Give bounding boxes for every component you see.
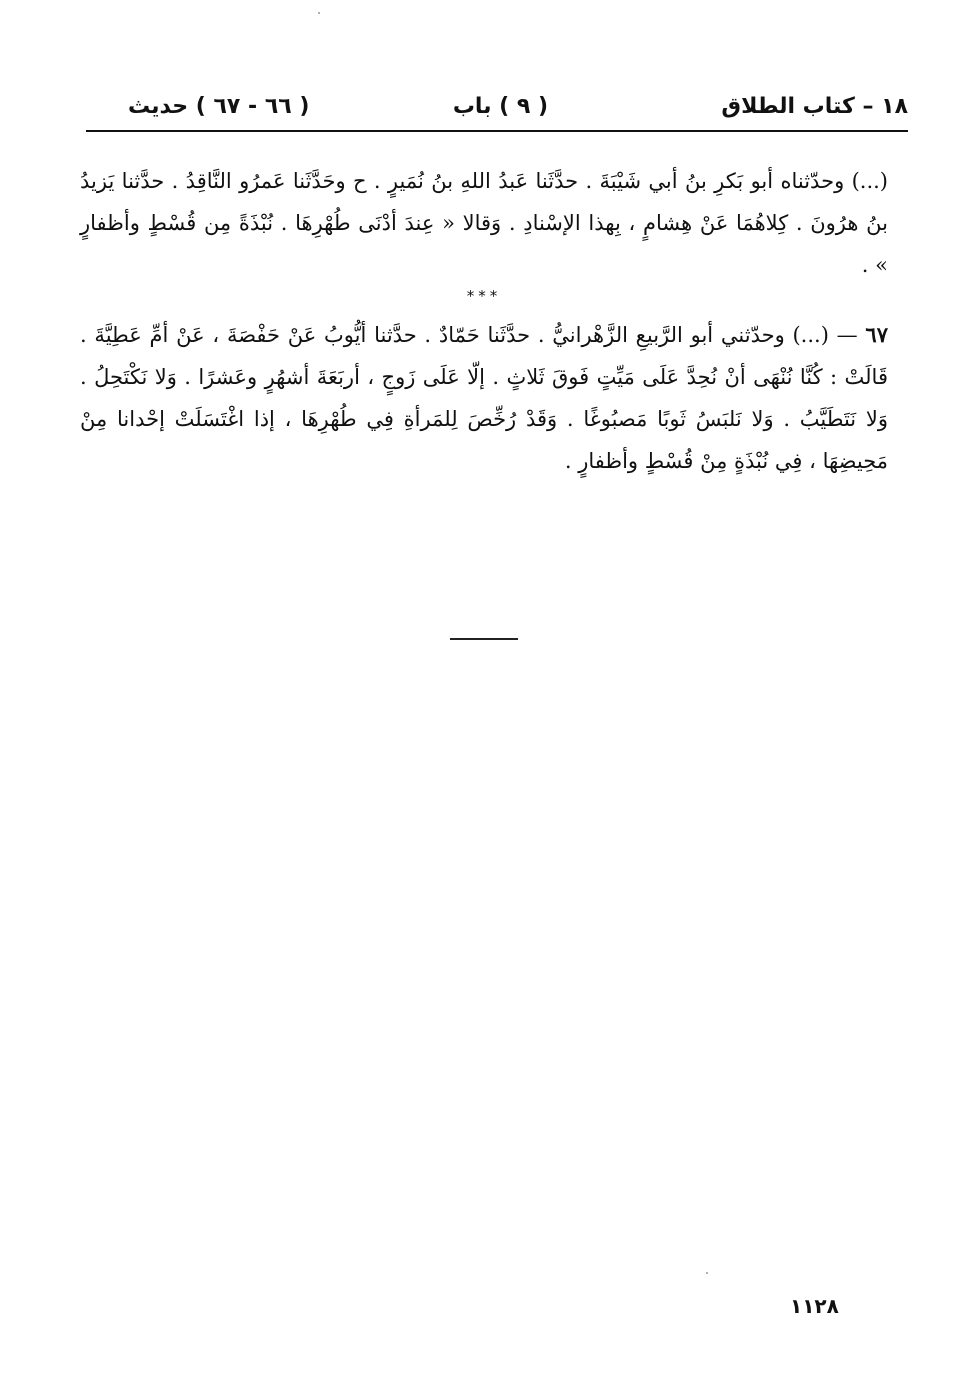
scan-speck <box>318 12 320 14</box>
paragraph-hadith-67 <box>80 314 888 482</box>
header-hadith-range: ( ٦٦ - ٦٧ ) حديث <box>128 94 310 119</box>
main-text <box>80 160 888 482</box>
hadith-number: ٦٧ <box>865 322 888 347</box>
header-chapter: ( ٩ ) باب <box>452 94 548 119</box>
page-number: ١١٢٨ <box>790 1294 839 1318</box>
hadith-67-text: — (...) وحدّثني أبو الرَّبيعِ الزَّهْرانيُّ . حدَّثَنا حَمّادٌ . حدَّثنا أيُّوبُ عَنْ حَفْصَةَ ، عَنْ أمِّ عَطِيَّةَ . قَالَتْ : كُنَّا نُنْهَى أنْ نُحِدَّ عَلَى مَيِّتٍ فَوقَ ثَلاثٍ . إلّا عَلَى زَوجٍ ، أربَعَةَ أشهُرٍ وعَشرًا . وَلا نَكْتَحِلُ . وَلا نَتَطَيَّبُ . وَلا نَلبَسُ ثَوبًا مَصبُوغًا . وَقَدْ رُخِّصَ لِلمَرأةِ فِي طُهْرِهَا ، إذا اغْتَسَلَتْ إحْدانا مِنْ مَحِيضِهَا ، فِي نُبْذَةٍ مِنْ قُسْطٍ وأظفارٍ . <box>80 323 888 473</box>
header-divider <box>86 130 908 132</box>
scan-speck <box>706 1272 708 1274</box>
paragraph-hadith-66-chain: (...) وحدّثناه أبو بَكرِ بنُ أبي شَيْبَةَ . حدَّثَنا عَبدُ اللهِ بنُ نُمَيرٍ . ح وحَدَّثَنا عَمرُو النَّاقِدُ . حدَّثنا يَزيدُ بنُ هرُونَ . كِلاهُمَا عَنْ هِشامٍ ، بِهذا الإسْنادِ . وَقالا « عِندَ أدْنَى طُهْرِهَا . نُبْذَةً مِن قُسْطٍ وأظفارٍ » . <box>80 169 888 277</box>
page-header <box>88 86 908 126</box>
end-divider <box>450 638 518 640</box>
section-separator: *** <box>466 287 502 305</box>
header-book-title: ١٨ – كتاب الطلاق <box>721 94 908 119</box>
